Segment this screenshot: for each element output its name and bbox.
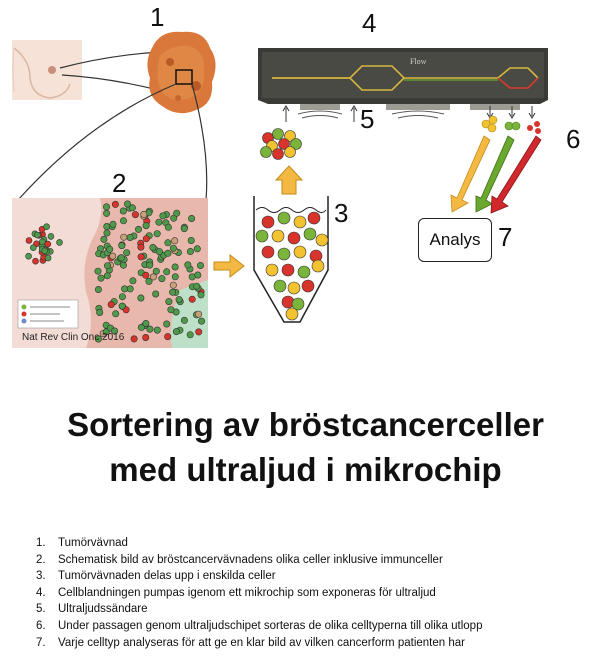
cell	[95, 268, 101, 274]
cell	[26, 238, 32, 244]
list-item	[36, 535, 482, 552]
list-item	[36, 618, 482, 635]
cell	[302, 280, 314, 292]
cell	[132, 211, 138, 217]
cell	[103, 204, 109, 210]
list-item	[36, 585, 482, 602]
cell	[165, 224, 171, 230]
cell	[143, 320, 149, 326]
cell	[97, 309, 103, 315]
title-line-1: Sortering av bröstcancerceller	[67, 406, 544, 443]
cell	[195, 272, 201, 278]
list-item	[36, 568, 482, 585]
cell-cluster	[261, 129, 302, 160]
cell	[112, 201, 118, 207]
breast-illustration	[12, 40, 82, 100]
label-4: 4	[362, 8, 377, 38]
cell	[273, 149, 284, 160]
cell	[273, 129, 284, 140]
cell	[33, 258, 39, 264]
cell	[172, 274, 178, 280]
microchip	[258, 48, 548, 110]
cell	[119, 294, 125, 300]
cell	[308, 212, 320, 224]
cell	[294, 216, 306, 228]
cell	[150, 274, 156, 280]
cell	[119, 303, 125, 309]
list-item-text: Under passagen genom ultraljudschipet sorteras de olika celltyperna till olika utlopp	[58, 619, 483, 632]
cell	[45, 255, 51, 261]
cell	[120, 218, 126, 224]
cell	[187, 248, 193, 254]
list-item-text: Varje celltyp analyseras för att ge en klar bild av vilken cancerform patienten har	[58, 636, 465, 649]
cell	[196, 329, 202, 335]
cell	[154, 231, 160, 237]
list-item-number: 2.	[36, 553, 46, 566]
cell	[26, 253, 32, 259]
cell	[272, 230, 284, 242]
cell	[143, 272, 149, 278]
arrow-red-icon	[491, 136, 541, 213]
cell	[121, 234, 127, 240]
label-3: 3	[334, 198, 349, 228]
chip-flow-label: Flow	[410, 57, 427, 66]
cell	[168, 307, 174, 313]
cell	[107, 246, 113, 252]
cell	[135, 226, 141, 232]
cell	[141, 211, 147, 217]
cell	[120, 262, 126, 268]
cell	[312, 260, 324, 272]
cell	[266, 264, 278, 276]
cell	[188, 215, 194, 221]
cell	[187, 332, 193, 338]
cell	[294, 246, 306, 258]
cell	[48, 233, 54, 239]
cell	[121, 286, 127, 292]
cell	[285, 147, 296, 158]
cell	[278, 212, 290, 224]
zoom-line	[18, 84, 176, 200]
list-item	[36, 635, 482, 652]
cell	[42, 248, 48, 254]
cell	[147, 326, 153, 332]
cell	[261, 147, 272, 158]
cell	[198, 318, 204, 324]
cell	[150, 244, 156, 250]
cell	[181, 317, 187, 323]
cell	[124, 250, 130, 256]
cell	[95, 286, 101, 292]
list-item-text: Schematisk bild av bröstcancervävnadens olika celler inklusive immunceller	[58, 553, 443, 566]
cell	[169, 289, 175, 295]
cell	[165, 240, 171, 246]
cell	[282, 264, 294, 276]
cell	[164, 321, 170, 327]
cell	[172, 238, 178, 244]
cell	[174, 210, 180, 216]
list-item-number: 1.	[36, 537, 46, 549]
cell	[195, 311, 201, 317]
arrow-right-icon	[214, 255, 244, 277]
cell	[57, 239, 63, 245]
cell	[124, 201, 130, 207]
list-item-number: 3.	[36, 570, 46, 583]
cell	[118, 255, 124, 261]
list-item-text: Cellblandningen pumpas igenom ett mikrochip som exponeras för ultraljud	[58, 586, 436, 599]
list-item-number: 6.	[36, 619, 46, 632]
cell	[165, 250, 171, 256]
cell	[316, 234, 328, 246]
list-item-number: 4.	[36, 586, 46, 599]
cell	[181, 225, 187, 231]
cell	[278, 248, 290, 260]
cell	[197, 262, 203, 268]
list-item-number: 5.	[36, 603, 46, 616]
cell	[104, 263, 110, 269]
cell	[298, 266, 310, 278]
label-7: 7	[498, 222, 513, 252]
tissue-schematic-panel	[12, 198, 208, 348]
cell	[274, 280, 286, 292]
test-tube	[254, 196, 328, 322]
cell	[98, 275, 104, 281]
cell	[165, 333, 171, 339]
analys-box: Analys	[418, 218, 492, 262]
image-credit: Nat Rev Clin Onc 2016	[22, 332, 125, 343]
cell	[262, 246, 274, 258]
list-item	[36, 601, 482, 618]
cell	[147, 262, 153, 268]
list-item-text: Tumörvävnaden delas upp i enskilda celler	[58, 570, 276, 583]
cell	[143, 236, 149, 242]
cell	[39, 239, 45, 245]
cell	[103, 210, 109, 216]
cell	[173, 328, 179, 334]
cell	[143, 222, 149, 228]
cell	[172, 264, 178, 270]
label-6: 6	[566, 124, 581, 154]
cell	[262, 216, 274, 228]
cell	[156, 248, 162, 254]
cell	[256, 230, 268, 242]
cell	[288, 282, 300, 294]
cell	[104, 273, 110, 279]
cell	[143, 334, 149, 340]
cell	[119, 242, 125, 248]
cell	[127, 234, 133, 240]
cell	[198, 292, 204, 298]
steps-list	[36, 535, 482, 651]
list-item-number: 7.	[36, 636, 46, 649]
cell	[188, 237, 194, 243]
cell	[110, 221, 116, 227]
cell	[194, 283, 200, 289]
cell	[44, 224, 50, 230]
cell	[138, 295, 144, 301]
cell	[104, 223, 110, 229]
cell	[130, 278, 136, 284]
list-item-text: Tumörvävnad	[58, 537, 128, 549]
cell	[164, 269, 170, 275]
label-2: 2	[112, 168, 127, 198]
cell	[189, 296, 195, 302]
title-line-2: med ultraljud i mikrochip	[109, 451, 502, 488]
tumor-tissue-illustration	[147, 32, 215, 113]
arrow-up-icon	[276, 166, 302, 194]
cell	[288, 232, 300, 244]
cell	[138, 254, 144, 260]
cell	[120, 208, 126, 214]
cell	[156, 219, 162, 225]
cell	[108, 301, 114, 307]
cell	[304, 228, 316, 240]
cell	[170, 245, 176, 251]
cell	[170, 282, 176, 288]
cell	[104, 230, 110, 236]
list-item	[36, 552, 482, 569]
cell	[286, 308, 298, 320]
cell	[153, 291, 159, 297]
cell	[30, 245, 36, 251]
cell	[113, 311, 119, 317]
cell	[176, 296, 182, 302]
cell	[153, 268, 159, 274]
label-5: 5	[360, 104, 375, 134]
label-1: 1	[150, 2, 165, 32]
cell	[34, 232, 40, 238]
cell	[138, 244, 144, 250]
cell	[131, 336, 137, 342]
cell	[194, 246, 200, 252]
cell	[154, 327, 160, 333]
cell	[160, 213, 166, 219]
cell	[159, 275, 165, 281]
cell	[166, 298, 172, 304]
list-item-text: Ultraljudssändare	[58, 603, 148, 616]
cell	[101, 236, 107, 242]
cell	[185, 262, 191, 268]
